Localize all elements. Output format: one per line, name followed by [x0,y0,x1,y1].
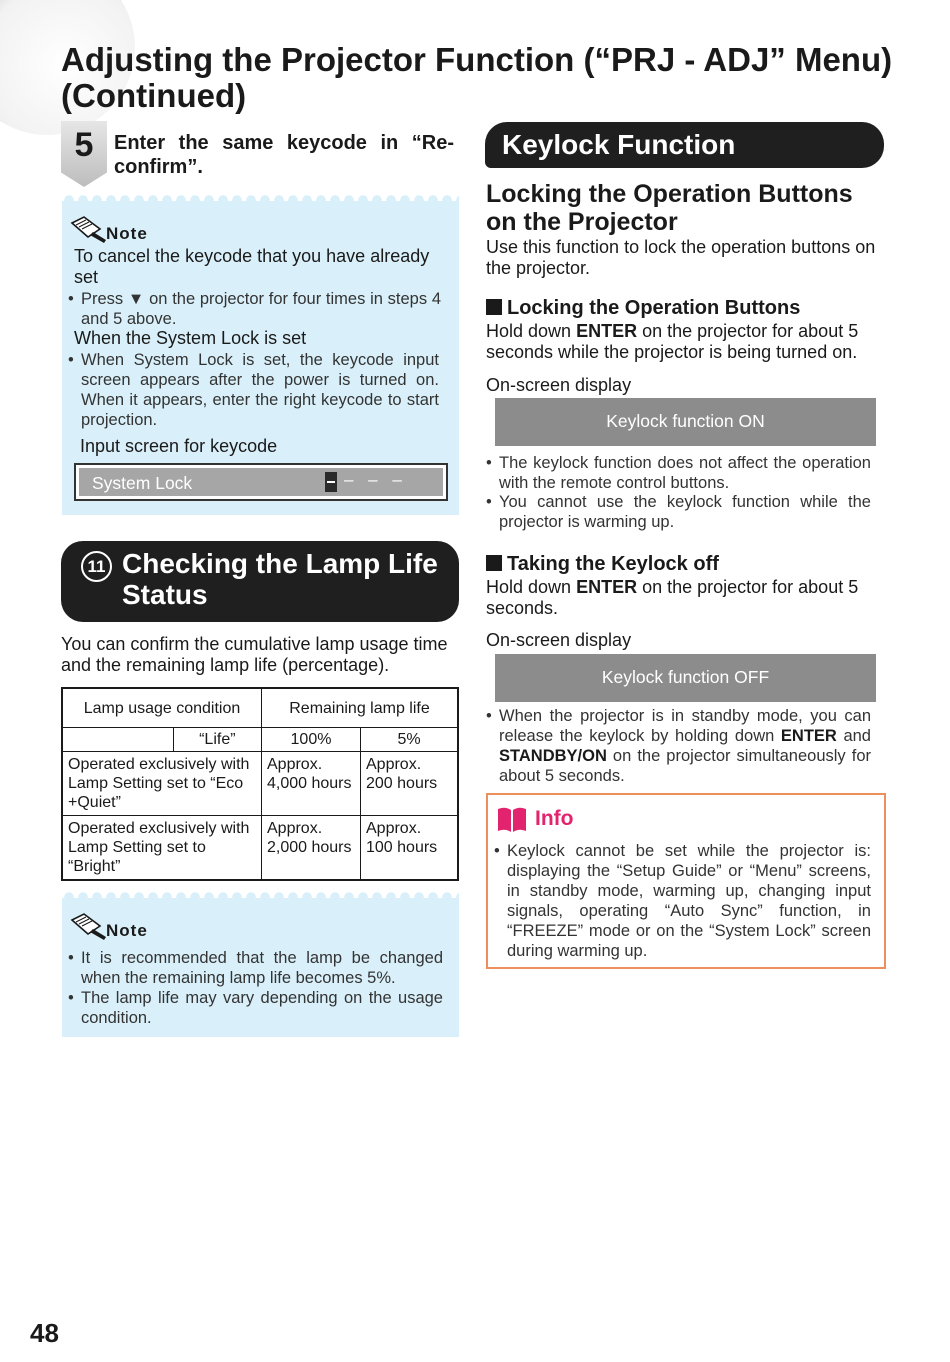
system-lock-label: System Lock [92,473,193,493]
note-bullet [68,350,439,430]
enter-key-label: ENTER [576,321,638,341]
lamp-life-header [61,541,459,622]
text-span: and [836,727,871,745]
keylock-off-subtitle-text: Taking the Keylock off [507,553,719,575]
keycode-input-screen [74,463,448,501]
table-cell-low: Approx. 100 hours [361,816,459,881]
note-bullet [68,289,441,329]
keylock-header [485,122,884,168]
note-box-lamp [62,898,459,1037]
keylock-off-instruction [486,577,881,619]
table-subheader-row [62,728,458,752]
osd-keylock-off: Keylock function OFF [495,654,876,702]
page-number: 48 [30,1318,59,1348]
keylock-title: Keylock Function [502,129,736,160]
table-pct-100: 100% [262,728,361,752]
info-label: Info [535,807,574,830]
book-icon [496,805,528,835]
table-cell-low: Approx. 200 hours [361,752,459,816]
bullet-dot: • [494,842,500,860]
keycode-cursor [325,472,337,492]
lamp-life-intro: You can confirm the cumulative lamp usage time and the remaining lamp life (percentage). [61,634,448,675]
locking-instruction [486,321,881,363]
table-header-row [62,688,458,728]
bullet-dot: • [68,290,74,308]
table-life-label: “Life” [173,728,261,752]
table-cell-full: Approx. 4,000 hours [262,752,361,816]
table-header-condition: Lamp usage condition [62,688,262,728]
info-bullet [494,841,871,961]
bullet-dot: • [68,949,74,967]
page-title-line2: (Continued) [61,77,247,114]
square-bullet-icon [486,299,502,315]
keycode-dashes: – – – [344,470,407,489]
locking-section-title: Locking the Operation Buttons on the Projector [486,180,853,236]
section-number-badge: 11 [81,551,112,582]
text-span: on the projector simultaneously for about 5 seconds. [499,747,871,785]
text-span: on the projector for about 5 seconds. [486,577,859,618]
osd-keylock-on: Keylock function ON [495,398,876,446]
locking-buttons-subtitle [486,296,800,320]
bullet-dot: • [486,707,492,725]
keylock-bullet-text: The keylock function does not affect the operation with the remote control buttons. [499,454,871,492]
text-span: on the projector for about 5 seconds while the projector is being turned on. [486,321,859,362]
note-bullet [68,948,443,988]
enter-key-label: ENTER [780,727,837,745]
bullet-dot: • [68,351,74,369]
table-row [62,816,458,881]
input-screen-caption: Input screen for keycode [80,436,278,456]
note-bullet [68,988,443,1028]
note-label: Note [106,921,148,940]
text-span: Hold down [486,577,577,597]
pencil-note-icon [70,215,108,245]
keylock-bullet [486,492,871,532]
lamp-life-table [61,687,459,881]
note-bullet-text: Press ▼ on the projector for four times in steps 4 and 5 above. [81,290,441,328]
square-bullet-icon [486,555,502,571]
table-cell-condition: Operated exclusively with Lamp Setting set to “Bright” [62,816,262,881]
bullet-dot: • [68,989,74,1007]
note-bullet-text: It is recommended that the lamp be changed when the remaining lamp life becomes 5%. [81,949,443,987]
page-title [61,42,921,114]
text-span: Hold down [486,321,577,341]
table-pct-5: 5% [361,728,459,752]
keylock-off-subtitle [486,552,719,576]
keycode-input-field [79,468,443,496]
table-header-remaining: Remaining lamp life [262,688,459,728]
note-bullet-text: When System Lock is set, the keycode input screen appears after the power is turned on. When it appears, enter the right keycode to start projection. [81,351,439,429]
info-box [486,793,886,969]
table-cell-condition: Operated exclusively with Lamp Setting set to “Eco +Quiet” [62,752,262,816]
keylock-bullet [486,706,871,786]
onscreen-display-label: On-screen display [486,630,632,650]
keylock-bullet [486,453,871,493]
note-label: Note [106,224,148,243]
text-span: When the projector is in standby mode, you can release the keylock by holding down [499,707,871,745]
page-title-line1: Adjusting the Projector Function (“PRJ - ADJ” Menu) [61,41,893,78]
standby-key-label: STANDBY/ON [499,747,607,765]
keylock-bullet-text: You cannot use the keylock function while the projector is warming up. [499,493,871,531]
pencil-note-icon [70,912,108,942]
note-box-keycode [62,201,459,515]
locking-intro: Use this function to lock the operation buttons on the projector. [486,237,876,278]
note-heading: To cancel the keycode that you have already set [74,246,430,287]
bullet-dot: • [486,454,492,472]
table-cell-full: Approx. 2,000 hours [262,816,361,881]
step-number: 5 [74,126,94,164]
note-heading: When the System Lock is set [74,328,307,348]
bullet-dot: • [486,493,492,511]
table-blank-cell [62,728,173,752]
table-row [62,752,458,816]
lamp-life-title: Checking the Lamp Life Status [122,548,438,610]
onscreen-display-label: On-screen display [486,375,632,395]
info-text: Keylock cannot be set while the projector is: displaying the “Setup Guide” or “Menu” screens, in standby mode, warming up, changing input signals, operating “Auto Sync” function, in “FREEZE” mode or on the “System Lock” screen during warming up. [507,842,871,960]
locking-buttons-subtitle-text: Locking the Operation Buttons [507,297,801,319]
enter-key-label: ENTER [576,577,638,597]
note-bullet-text: The lamp life may vary depending on the usage condition. [81,989,443,1027]
step-instruction: Enter the same keycode in “Re-confirm”. [114,132,454,178]
